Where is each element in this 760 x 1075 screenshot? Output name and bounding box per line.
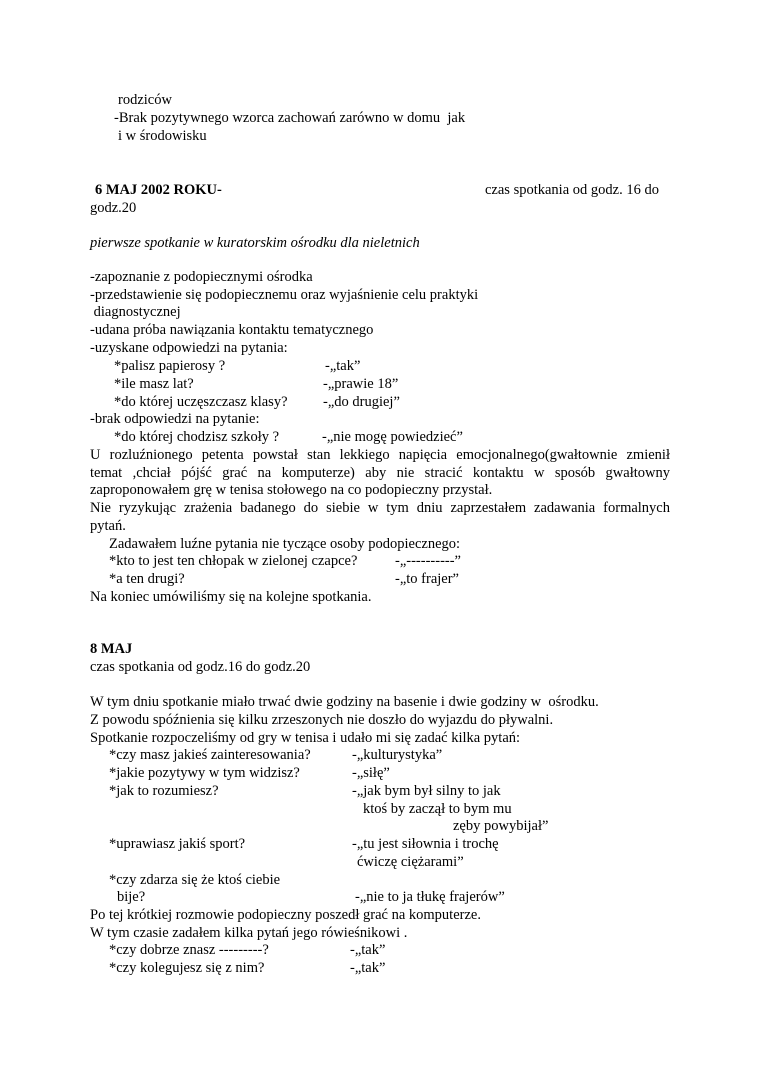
question-cont: bije? xyxy=(117,889,146,905)
list-item: -udana próba nawiązania kontaktu tematycznego xyxy=(90,322,374,338)
question: *czy masz jakieś zainteresowania? xyxy=(109,747,311,763)
list-item: -zapoznanie z podopiecznymi ośrodka xyxy=(90,269,313,285)
answer: -„siłę” xyxy=(352,765,390,781)
paragraph-line: U rozluźnionego petenta powstał stan lekkiego napięcia emocjonalnego(gwałtownie zmienił xyxy=(90,447,670,463)
answer: -„kulturystyka” xyxy=(352,747,443,763)
answer: -„tu jest siłownia i trochę xyxy=(352,836,499,852)
question: *kto to jest ten chłopak w zielonej czapce? xyxy=(109,553,358,569)
paragraph-line: temat ,chciał pójść grać na komputerze) aby nie stracić kontaktu w sposób gwałtowny xyxy=(90,465,670,481)
informal-intro: Zadawałem luźne pytania nie tyczące osoby podopiecznego: xyxy=(109,536,461,552)
paragraph-line: W tym czasie zadałem kilka pytań jego rówieśnikowi . xyxy=(90,925,408,941)
question: *czy zdarza się że ktoś ciebie xyxy=(109,872,281,888)
no-answer-label: -brak odpowiedzi na pytanie: xyxy=(90,411,260,427)
day2-heading: 8 MAJ xyxy=(90,641,133,657)
answer: -„prawie 18” xyxy=(323,376,399,392)
paragraph-line: Nie ryzykując zrażenia badanego do siebie w tym dniu zaprzestałem zadawania formalnych xyxy=(90,500,670,516)
answer-cont: ćwiczę ciężarami” xyxy=(357,854,464,870)
answer: -„----------” xyxy=(395,553,461,569)
list-item: diagnostycznej xyxy=(90,304,181,320)
question: *palisz papierosy ? xyxy=(114,358,226,374)
paragraph-line: Po tej krótkiej rozmowie podopieczny poszedł grać na komputerze. xyxy=(90,907,481,923)
list-item: -przedstawienie się podopiecznemu oraz wyjaśnienie celu praktyki xyxy=(90,287,479,303)
day1-time: czas spotkania od godz. 16 do xyxy=(485,182,659,198)
intro-line-2: -Brak pozytywnego wzorca zachowań zarówno w domu jak xyxy=(114,110,466,126)
day2-time: czas spotkania od godz.16 do godz.20 xyxy=(90,659,311,675)
answer: -„do drugiej” xyxy=(323,394,400,410)
list-item: -uzyskane odpowiedzi na pytania: xyxy=(90,340,288,356)
answer-cont: zęby powybijał” xyxy=(453,818,549,834)
answer: -„tak” xyxy=(350,960,386,976)
day1-time-cont: godz.20 xyxy=(90,200,137,216)
answer: -„to frajer” xyxy=(395,571,459,587)
question: *ile masz lat? xyxy=(114,376,194,392)
question: *jak to rozumiesz? xyxy=(109,783,219,799)
answer: -„jak bym był silny to jak xyxy=(352,783,501,799)
answer: -„nie mogę powiedzieć” xyxy=(322,429,463,445)
question: *jakie pozytywy w tym widzisz? xyxy=(109,765,300,781)
day1-heading: 6 MAJ 2002 ROKU- xyxy=(95,182,222,198)
answer: -„tak” xyxy=(350,942,386,958)
intro-line-3: i w środowisku xyxy=(118,128,207,144)
paragraph-line: W tym dniu spotkanie miało trwać dwie godziny na basenie i dwie godziny w ośrodku. xyxy=(90,694,599,710)
question: *czy dobrze znasz ---------? xyxy=(109,942,269,958)
paragraph-line: Spotkanie rozpoczeliśmy od gry w tenisa i udało mi się zadać kilka pytań: xyxy=(90,730,521,746)
question: *do której chodzisz szkoły ? xyxy=(114,429,280,445)
answer: -„nie to ja tłukę frajerów” xyxy=(355,889,505,905)
question: *czy kolegujesz się z nim? xyxy=(109,960,265,976)
day1-subtitle: pierwsze spotkanie w kuratorskim ośrodku dla nieletnich xyxy=(90,235,420,251)
intro-line-1: rodziców xyxy=(118,92,172,108)
answer-cont: ktoś by zaczął to bym mu xyxy=(363,801,512,817)
question: *a ten drugi? xyxy=(109,571,185,587)
closing-line: Na koniec umówiliśmy się na kolejne spotkania. xyxy=(90,589,372,605)
answer: -„tak” xyxy=(325,358,361,374)
question: *do której uczęszczasz klasy? xyxy=(114,394,288,410)
question: *uprawiasz jakiś sport? xyxy=(109,836,246,852)
paragraph-line: Z powodu spóźnienia się kilku zrzeszonych nie doszło do wyjazdu do pływalni. xyxy=(90,712,554,728)
paragraph-line: zaproponowałem grę w tenisa stołowego na co podopieczny przystał. xyxy=(90,482,493,498)
paragraph-line: pytań. xyxy=(90,518,126,534)
